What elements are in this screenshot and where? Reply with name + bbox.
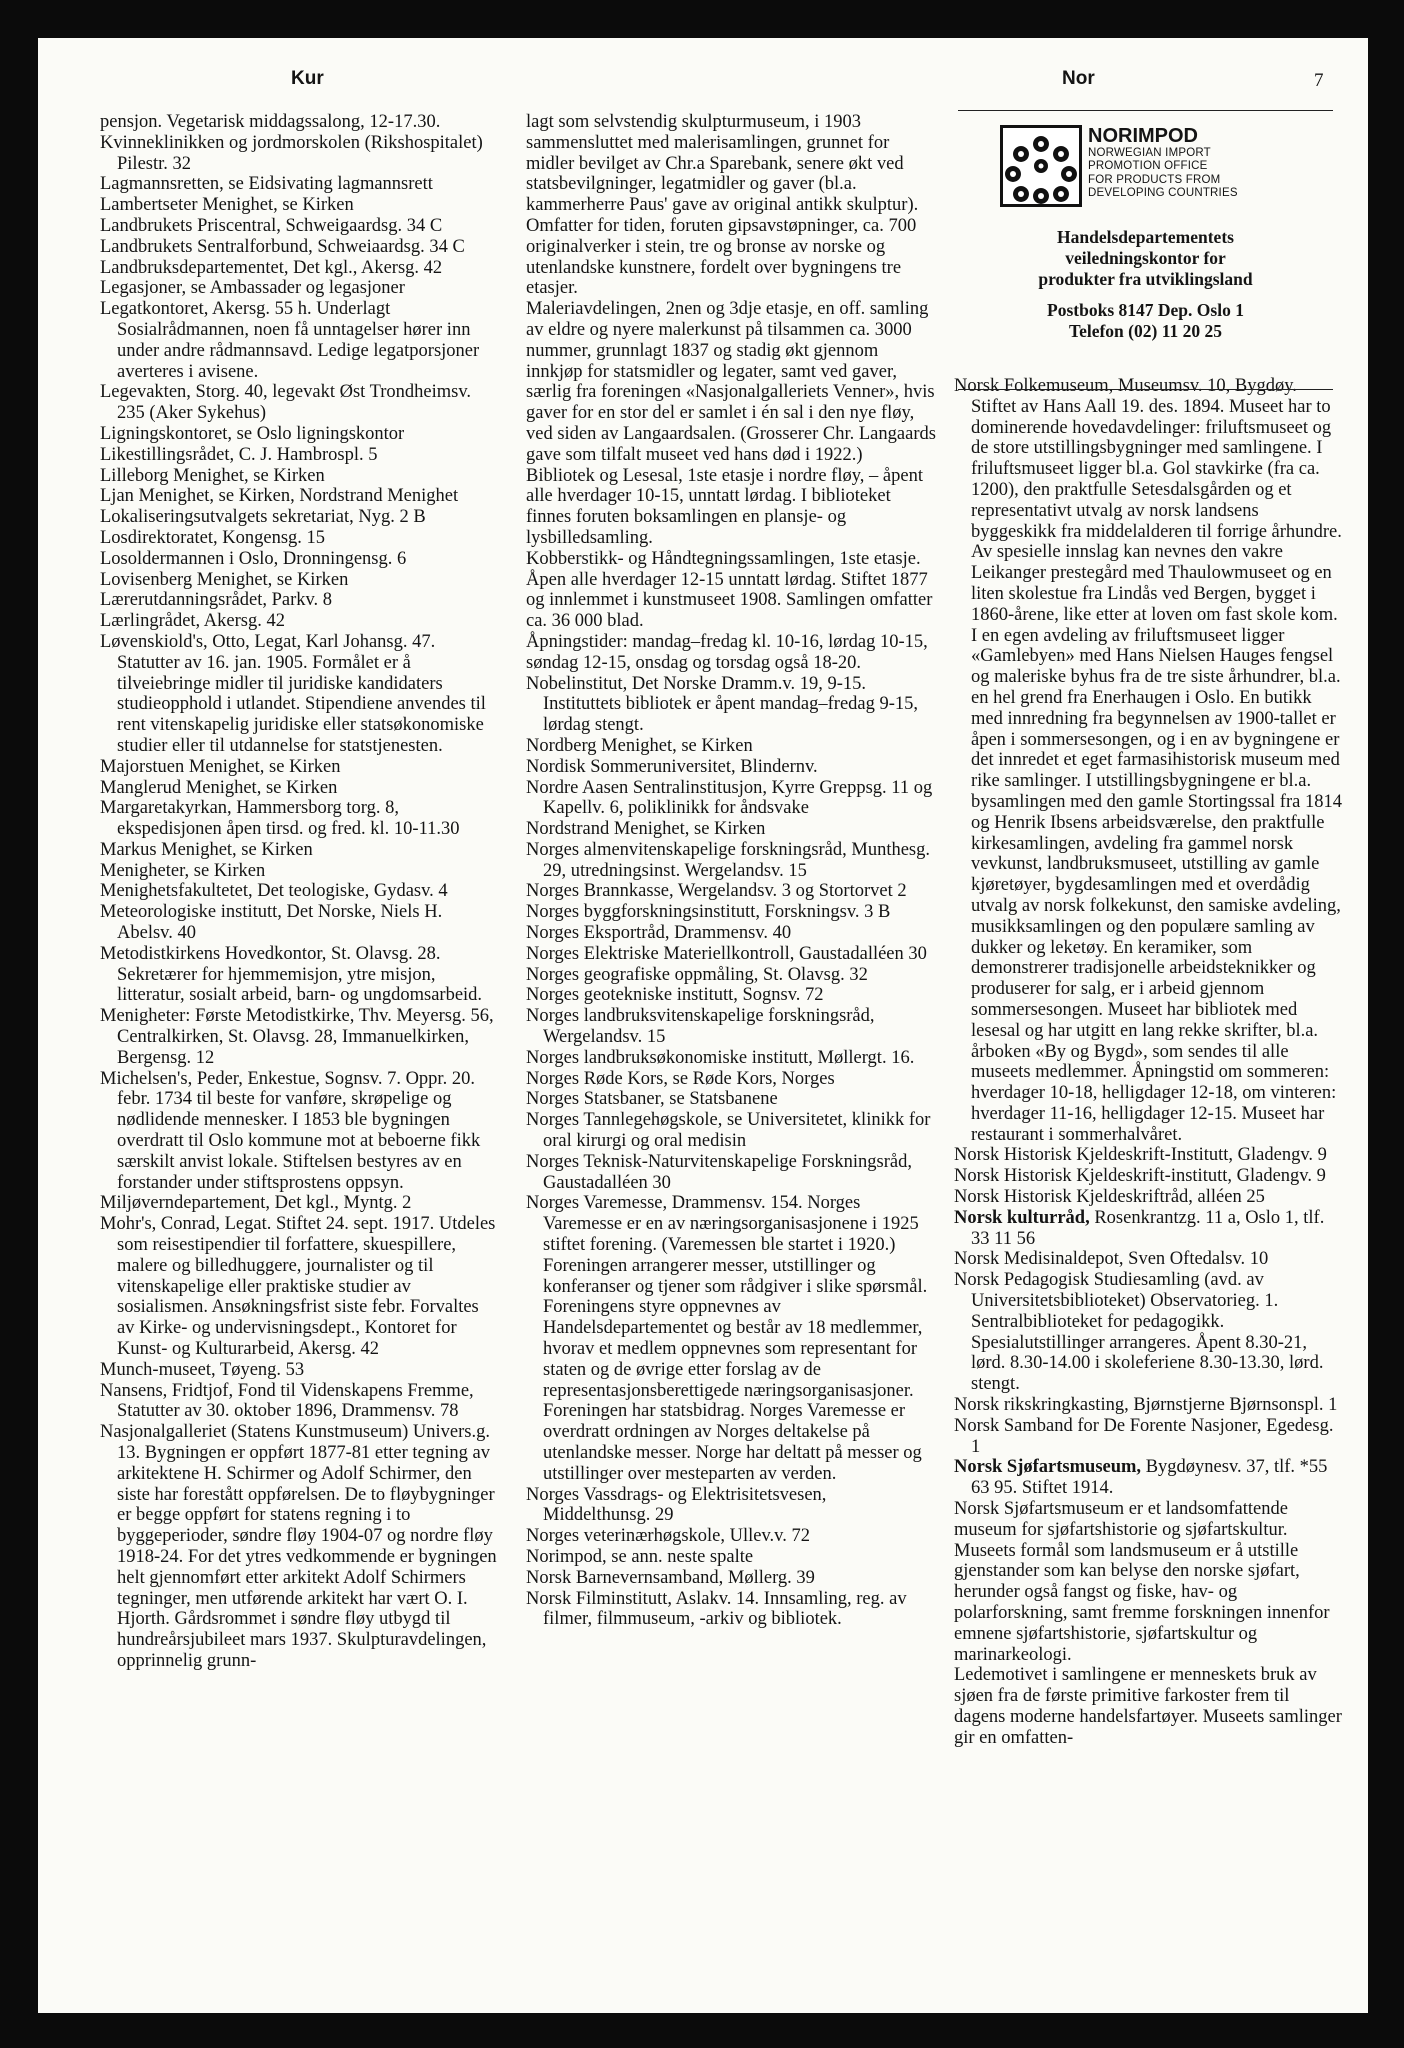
- directory-entry: [100, 944, 500, 1006]
- directory-entry: [526, 944, 936, 965]
- entry-text: Norges Varemesse, Drammensv. 154. Norges Varemesse er en av næringsorganisasjonene i 1925 stiftet forening. (Varemessen ble startet i 1920.) Foreningen arrangerer messer, utstillinger og konferanser og tjener som rådgiver i slike spørsmål. Foreningens styre oppnevnes av Handelsdepartementet og består av 18 medlemmer, hvorav et medlem oppnevnes som representant for staten og de øvrige etter forslag av de representasjonsberettigede næringsorganisasjoner. Foreningen har statsbidrag. Norges Varemesse er overdratt ordningen av Norges deltakelse på utenlandske messer. Norge har deltatt på messer og utstillinger over mesteparten av verden.: [526, 1193, 928, 1484]
- directory-entry: [954, 1208, 1342, 1250]
- entry-text: Norges Vassdrags- og Elektrisitetsvesen, Middelthunsg. 29: [526, 1484, 827, 1526]
- entry-text: Norsk Historisk Kjeldeskrift-institutt, Gladengv. 9: [954, 1166, 1326, 1187]
- directory-entry: [526, 299, 936, 465]
- directory-entry: [526, 757, 936, 778]
- running-header-left: Kur: [291, 68, 324, 89]
- entry-text: Norges byggforskningsinstitutt, Forskningsv. 3 B: [526, 902, 891, 923]
- entry-text: Nasjonalgalleriet (Statens Kunstmuseum) Univers.g. 13. Bygningen er oppført 1877-81 etter tegning av arkitektene H. Schirmer og Adolf Schirmer, den siste har forestått oppførelsen. De to fløybygninger er begge oppført for statens regning i to byggeperioder, søndre fløy 1904-07 og nordre fløy 1918-24. For det ytres vedkommende er bygningen helt gjennomført etter arkitekt Adolf Schirmers tegninger, men utførende arkitekt har vært O. I. Hjorth. Gårdsrommet i søndre fløy utbygd til hundreårsjubileet mars 1937. Skulpturavdelingen, opprinnelig grunn-: [100, 1422, 497, 1671]
- directory-entry: [100, 1069, 500, 1194]
- directory-entry: [526, 1485, 936, 1527]
- directory-entry: [100, 299, 500, 382]
- directory-entry: [100, 1006, 500, 1068]
- norimpod-advertisement: [958, 110, 1333, 390]
- directory-entry: [100, 195, 500, 216]
- directory-entry: [526, 881, 936, 902]
- directory-entry: [526, 736, 936, 757]
- page-number: 7: [1314, 70, 1324, 91]
- entry-text: Åpningstider: mandag–fredag kl. 10-16, lørdag 10-15, søndag 12-15, onsdag og torsdag også 18-20.: [526, 631, 928, 673]
- directory-entry: [526, 632, 936, 674]
- directory-entry: [100, 112, 500, 133]
- entry-text: Manglerud Menighet, se Kirken: [100, 777, 338, 798]
- entry-text: Lambertseter Menighet, se Kirken: [100, 195, 354, 216]
- entry-text: Mohr's, Conrad, Legat. Stiftet 24. sept. 1917. Utdeles som reisestipendier til forfattere, skuespillere, malere og billedhuggere, journalister og til vitenskapelige eller praktiske studier av sosialismen. Ansøkningsfrist siste febr. Forvaltes av Kirke- og undervisningsdept., Kontoret for Kunst- og Kulturarbeid, Akersg. 42: [100, 1214, 496, 1360]
- directory-entry: [100, 528, 500, 549]
- directory-entry: [100, 133, 500, 175]
- directory-entry: [954, 1166, 1342, 1187]
- entry-text: Norges Eksportråd, Drammensv. 40: [526, 923, 792, 944]
- directory-entry: [100, 278, 500, 299]
- ad-org-line: Handelsdepartementets: [1057, 227, 1234, 247]
- entry-text: Nordre Aasen Sentralinstitusjon, Kyrre Greppsg. 11 og Kapellv. 6, poliklinikk for åndsvake: [526, 777, 933, 819]
- entry-text: Landbrukets Sentralforbund, Schweiaardsg. 34 C: [100, 236, 465, 257]
- entry-text: Margaretakyrkan, Hammersborg torg. 8, ekspedisjonen åpen tirsd. og fred. kl. 10-11.30: [100, 798, 460, 840]
- entry-text: Norges Statsbaner, se Statsbanene: [526, 1089, 778, 1110]
- directory-entry: [100, 486, 500, 507]
- directory-entry: [100, 570, 500, 591]
- directory-entry: [100, 1360, 500, 1381]
- entry-text: Majorstuen Menighet, se Kirken: [100, 756, 341, 777]
- directory-entry: [100, 840, 500, 861]
- entry-text: Norges geotekniske institutt, Sognsv. 72: [526, 985, 824, 1006]
- directory-entry: [526, 1547, 936, 1568]
- directory-entry: [526, 112, 936, 299]
- ad-subtitle-line: PROMOTION OFFICE: [1088, 160, 1208, 173]
- directory-entry: [954, 1457, 1342, 1499]
- directory-entry: [100, 466, 500, 487]
- directory-entry: [100, 757, 500, 778]
- directory-entry: [526, 1152, 936, 1194]
- directory-entry: [100, 424, 500, 445]
- directory-entry: [954, 376, 1342, 1145]
- directory-entry: [526, 1110, 936, 1152]
- entry-text: Losoldermannen i Oslo, Dronningensg. 6: [100, 548, 407, 569]
- entry-text: Norsk Medisinaldepot, Sven Oftedalsv. 10: [954, 1249, 1269, 1270]
- directory-entry: [954, 1416, 1342, 1458]
- directory-entry: [100, 1381, 500, 1423]
- entry-text: Norsk Filminstitutt, Aslakv. 14. Innsamling, reg. av filmer, filmmuseum, -arkiv og bibliotek.: [526, 1588, 907, 1630]
- entry-text: Rosenkrantzg. 11 a, Oslo 1, tlf. 33 11 56: [971, 1207, 1325, 1249]
- ad-contact-address: Postboks 8147 Dep. Oslo 1: [1047, 300, 1244, 320]
- entry-text: Legevakten, Storg. 40, legevakt Øst Trondheimsv. 235 (Aker Sykehus): [100, 382, 471, 424]
- directory-entry: [526, 819, 936, 840]
- entry-text: Norsk Samband for De Forente Nasjoner, Egedesg. 1: [954, 1415, 1334, 1457]
- entry-text: Norsk Historisk Kjeldeskrift-Institutt, Gladengv. 9: [954, 1145, 1327, 1166]
- document-page: [38, 38, 1368, 2013]
- entry-text: Miljøverndepartement, Det kgl., Myntg. 2: [100, 1193, 412, 1214]
- ad-contact-phone: Telefon (02) 11 20 25: [1069, 321, 1222, 341]
- directory-entry: [100, 174, 500, 195]
- entry-text: Menigheter, se Kirken: [100, 860, 266, 881]
- entry-text: Lovisenberg Menighet, se Kirken: [100, 569, 349, 590]
- entry-heading: Norsk Sjøfartsmuseum,: [954, 1457, 1142, 1478]
- entry-text: Norges landbruksvitenskapelige forskningsråd, Wergelandsv. 15: [526, 1006, 875, 1048]
- entry-text: Bibliotek og Lesesal, 1ste etasje i nordre fløy, – åpent alle hverdager 10-15, unntatt lørdag. I biblioteket finnes foruten boksamlingen en plansje- og lysbilledsamling.: [526, 465, 923, 548]
- directory-entry: [526, 965, 936, 986]
- directory-entry: [100, 507, 500, 528]
- directory-entry: [100, 632, 500, 757]
- entry-text: Ljan Menighet, se Kirken, Nordstrand Menighet: [100, 486, 459, 507]
- directory-entry: [954, 1665, 1342, 1748]
- directory-entry: [526, 1526, 936, 1547]
- entry-text: Bygdøynesv. 37, tlf. *55 63 95. Stiftet 1914.: [971, 1457, 1328, 1499]
- directory-entry: [954, 1249, 1342, 1270]
- directory-entry: [100, 1193, 500, 1214]
- directory-entry: [954, 1395, 1342, 1416]
- entry-text: Lærlingrådet, Akersg. 42: [100, 611, 285, 632]
- directory-entry: [526, 902, 936, 923]
- ad-subtitle-line: FOR PRODUCTS FROM: [1088, 173, 1221, 186]
- entry-text: Norges veterinærhøgskole, Ullev.v. 72: [526, 1526, 810, 1547]
- entry-text: Losdirektoratet, Kongensg. 15: [100, 527, 326, 548]
- entry-text: Menigheter: Første Metodistkirke, Thv. Meyersg. 56, Centralkirken, St. Olavsg. 28, Immanuelkirken, Bergensg. 12: [100, 1006, 494, 1068]
- entry-text: Landbruksdepartementet, Det kgl., Akersg. 42: [100, 257, 443, 278]
- entry-text: Norsk rikskringkasting, Bjørnstjerne Bjørnsonspl. 1: [954, 1395, 1338, 1416]
- entry-text: Norges Røde Kors, se Røde Kors, Norges: [526, 1068, 835, 1089]
- directory-entry: [526, 1589, 936, 1631]
- entry-text: Nansens, Fridtjof, Fond til Videnskapens Fremme, Statutter av 30. oktober 1896, Drammensv. 78: [100, 1380, 474, 1422]
- directory-entry: [954, 1187, 1342, 1208]
- directory-entry: [100, 778, 500, 799]
- directory-entry: [100, 549, 500, 570]
- entry-text: Nordstrand Menighet, se Kirken: [526, 819, 766, 840]
- entry-text: Landbrukets Priscentral, Schweigaardsg. 34 C: [100, 215, 443, 236]
- entry-text: Lagmannsretten, se Eidsivating lagmannsrett: [100, 174, 433, 195]
- entry-text: Norsk Barnevernsamband, Møllerg. 39: [526, 1567, 815, 1588]
- directory-entry: [100, 258, 500, 279]
- entry-text: Likestillingsrådet, C. J. Hambrospl. 5: [100, 444, 378, 465]
- entry-text: Norsk Folkemuseum, Museumsv. 10, Bygdøy. Stiftet av Hans Aall 19. des. 1894. Museet har to dominerende hovedavdelinger: friluftsmuseet og de store utstillingsbygninger med samlingene. I friluftsmuseet ligger bl.a. Gol stavkirke (fra ca. 1200), den praktfulle Setesdalsgården og et representativt utvalg av norsk landsens byggeskikk fra middelalderen til forrige århundre. Av spesielle innslag kan nevnes den vakre Leikanger prestegård med Thaulowmuseet og en liten skolestue fra Lindås ved Bergen, bygget i 1860-årene, like etter at loven om fast skole kom. I en egen avdeling av friluftsmuseet ligger «Gamlebyen» med Hans Nielsen Hauges fengsel og maleriske byhus fra de tre siste århundrer, bl.a. en hel grend fra Enerhaugen i Oslo. En butikk med innredning fra begynnelsen av 1900-tallet er åpen i sommersesongen, og i en av bygningene er det innredet et eget farmasihistorisk museum med rike samlinger. I utstillingsbygningene er bl.a. bysamlingen med den gamle Stortingssal fra 1814 og Henrik Ibsens arbeidsværelse, den praktfulle kirkesamlingen, avdeling fra gammel norsk vevkunst, landbruksmuseet, utstilling av gamle kjøretøyer, bygdesamlingen med et overdådig utvalg av norsk folkekunst, den samiske avdeling, musikksamlingen og den populære samling av dukker og leketøy. En keramiker, som demonstrerer tradisjonelle arbeidsteknikker og produserer for salg, er i arbeid gjennom sommersesongen. Museet har bibliotek med lesesal og har utgitt en lang rekke skrifter, bl.a. årboken «By og Bygd», som sendes til alle museets medlemmer. Åpningstid om sommeren: hverdager 10-18, helligdager 12-18, om vinteren: hverdager 11-16, helligdager 12-15. Museet har restaurant i sommerhalvåret.: [954, 376, 1342, 1145]
- entry-text: Løvenskiold's, Otto, Legat, Karl Johansg. 47. Statutter av 16. jan. 1905. Formålet er å tilveiebringe midler til juridiske kandidaters studieopphold i utlandet. Stipendiene anvendes til rent vitenskapelig juridiske eller statsøkonomiske studier eller til utdannelse for statstjenesten.: [100, 631, 486, 756]
- directory-entry: [100, 881, 500, 902]
- entry-text: Nobelinstitut, Det Norske Dramm.v. 19, 9-15. Instituttets bibliotek er åpent mandag–fredag 9-15, lørdag stengt.: [526, 673, 919, 736]
- entry-text: Norges Tannlegehøgskole, se Universitetet, klinikk for oral kirurgi og oral medisin: [526, 1110, 931, 1152]
- ad-subtitle-line: NORWEGIAN IMPORT: [1088, 147, 1211, 159]
- directory-entry: [526, 1568, 936, 1589]
- directory-entry: [526, 1193, 936, 1484]
- directory-entry: [526, 985, 936, 1006]
- directory-entry: [100, 861, 500, 882]
- entry-text: Kobberstikk- og Håndtegningssamlingen, 1ste etasje. Åpen alle hverdager 12-15 unntatt lørdag. Stiftet 1877 og innlemmet i kunstmuseet 1908. Samlingen omfatter ca. 36 000 blad.: [526, 548, 933, 632]
- directory-entry: [526, 1069, 936, 1090]
- entry-text: Norges Elektriske Materiellkontroll, Gaustadalléen 30: [526, 943, 927, 964]
- entry-text: Norges almenvitenskapelige forskningsråd, Munthesg. 29, utredningsinst. Wergelandsv. 15: [526, 839, 931, 881]
- entry-text: Legatkontoret, Akersg. 55 h. Underlagt Sosialrådmannen, noen få unntagelser hører inn under andre rådmannsavd. Ledige legatporsjoner averteres i avisene.: [100, 299, 480, 382]
- entry-text: Kvinneklinikken og jordmorskolen (Rikshospitalet) Pilestr. 32: [100, 132, 483, 174]
- running-header-center: Nor: [1062, 68, 1095, 89]
- directory-entry: [100, 611, 500, 632]
- entry-text: Menighetsfakultetet, Det teologiske, Gydasv. 4: [100, 881, 448, 902]
- directory-entry: [100, 1214, 500, 1360]
- entry-text: Nordisk Sommeruniversitet, Blindernv.: [526, 756, 818, 777]
- directory-entry: [526, 923, 936, 944]
- ad-org-line: veiledningskontor for: [1065, 248, 1226, 268]
- directory-entry: [526, 778, 936, 820]
- directory-entry: [100, 590, 500, 611]
- ad-brand-name: NORIMPOD: [1088, 125, 1198, 147]
- directory-entry: [526, 840, 936, 882]
- directory-entry: [100, 798, 500, 840]
- directory-entry: [954, 1270, 1342, 1395]
- entry-text: pensjon. Vegetarisk middagssalong, 12-17.30.: [100, 112, 441, 132]
- entry-text: Legasjoner, se Ambassader og legasjoner: [100, 278, 405, 299]
- entry-text: Norsk Sjøfartsmuseum er et landsomfattende museum for sjøfartshistorie og sjøfartskultur. Museets formål som landsmuseum er å utstille gjenstander som kan belyse den norske sjøfart, herunder også fangst og fiske, hav- og polarforskning, samt fremme forskningen innenfor emnene sjøfartshistorie, sjøfartskultur og marinarkeologi.: [954, 1499, 1330, 1665]
- entry-text: Norsk Pedagogisk Studiesamling (avd. av Universitetsbiblioteket) Observatorieg. 1. Sentralbiblioteket for pedagogikk. Spesialutstillinger arrangeres. Åpent 8.30-21, lørd. 8.30-14.00 i skoleferiene 8.30-13.30, lørd. stengt.: [954, 1270, 1324, 1395]
- entry-text: Lokaliseringsutvalgets sekretariat, Nyg. 2 B: [100, 507, 426, 528]
- norimpod-logo: [1000, 125, 1082, 207]
- directory-entry: [100, 445, 500, 466]
- directory-entry: [526, 466, 936, 549]
- entry-text: Maleriavdelingen, 2nen og 3dje etasje, en off. samling av eldre og nyere malerkunst på tilsammen ca. 3000 nummer, grunnlagt 1837 og stadig økt gjennom innkjøp for statsmidler og legater, samt ved gaver, særlig fra foreningen «Nasjonalgalleriets Venner», hvis gaver for en stor del er samlet i én sal i den nye fløy, ved siden av Langaardsalen. (Grosserer Chr. Langaards gave som tilfalt museet ved hans død i 1922.): [526, 299, 936, 465]
- directory-entry: [100, 902, 500, 944]
- entry-text: Norges Teknisk-Naturvitenskapelige Forskningsråd, Gaustadalléen 30: [526, 1151, 912, 1193]
- directory-entry: [100, 1422, 500, 1672]
- entry-heading: Norsk kulturråd,: [954, 1207, 1090, 1228]
- directory-entry: [526, 549, 936, 632]
- entry-text: Metodistkirkens Hovedkontor, St. Olavsg. 28. Sekretærer for hjemmemisjon, ytre misjon, litteratur, sosialt arbeid, barn- og ungdomsarbeid.: [100, 943, 483, 1006]
- entry-text: Norsk Historisk Kjeldeskriftråd, alléen 25: [954, 1187, 1265, 1208]
- entry-text: Lærerutdanningsrådet, Parkv. 8: [100, 590, 333, 611]
- entry-text: Nordberg Menighet, se Kirken: [526, 735, 753, 756]
- entry-text: Michelsen's, Peder, Enkestue, Sognsv. 7. Oppr. 20. febr. 1734 til beste for vanføre, skrøpelige og nødlidende mennesker. I 1853 ble bygningen overdratt til Oslo kommune mot at beboerne fikk særskilt anvist lokale. Stiftelsen bestyres av en forstander under stiftsprostens oppsyn.: [100, 1068, 481, 1193]
- directory-entry: [954, 1145, 1342, 1166]
- entry-text: Munch-museet, Tøyeng. 53: [100, 1359, 305, 1380]
- entry-text: Markus Menighet, se Kirken: [100, 839, 313, 860]
- entry-text: Norimpod, se ann. neste spalte: [526, 1546, 754, 1567]
- entry-text: Norges geografiske oppmåling, St. Olavsg. 32: [526, 964, 868, 985]
- entry-text: Meteorologiske institutt, Det Norske, Niels H. Abelsv. 40: [100, 902, 443, 944]
- entry-text: Norges Brannkasse, Wergelandsv. 3 og Stortorvet 2: [526, 881, 907, 902]
- entry-text: Lilleborg Menighet, se Kirken: [100, 465, 325, 486]
- directory-entry: [526, 1089, 936, 1110]
- ad-subtitle-line: DEVELOPING COUNTRIES: [1088, 186, 1238, 199]
- entry-text: Ledemotivet i samlingene er menneskets bruk av sjøen fra de første primitive farkoster frem til dagens moderne handelsfartøyer. Museets samlinger gir en omfatten-: [954, 1665, 1342, 1748]
- text-column-middle: [526, 112, 936, 1992]
- ad-org-line: produkter fra utviklingsland: [1038, 269, 1253, 289]
- entry-text: Norges landbruksøkonomiske institutt, Møllergt. 16.: [526, 1047, 915, 1068]
- directory-entry: [100, 237, 500, 258]
- directory-entry: [100, 216, 500, 237]
- directory-entry: [526, 1006, 936, 1048]
- entry-text: Ligningskontoret, se Oslo ligningskontor: [100, 423, 405, 444]
- directory-entry: [526, 1048, 936, 1069]
- text-column-right: [954, 376, 1342, 1976]
- text-column-left: [100, 112, 500, 1992]
- directory-entry: [100, 382, 500, 424]
- entry-text: lagt som selvstendig skulpturmuseum, i 1903 sammensluttet med malerisamlingen, grunnet for midler bevilget av Chr.a Sparebank, senere økt ved statsbevilgninger, legatmidler og gaver (bl.a. kammerherre Paus' gave av original antikk skulptur). Omfatter for tiden, foruten gipsavstøpninger, ca. 700 originalverker i stein, tre og bronse av norske og utenlandske kunstnere, fordelt over bygningens tre etasjer.: [526, 112, 919, 299]
- directory-entry: [526, 674, 936, 736]
- directory-entry: [954, 1499, 1342, 1665]
